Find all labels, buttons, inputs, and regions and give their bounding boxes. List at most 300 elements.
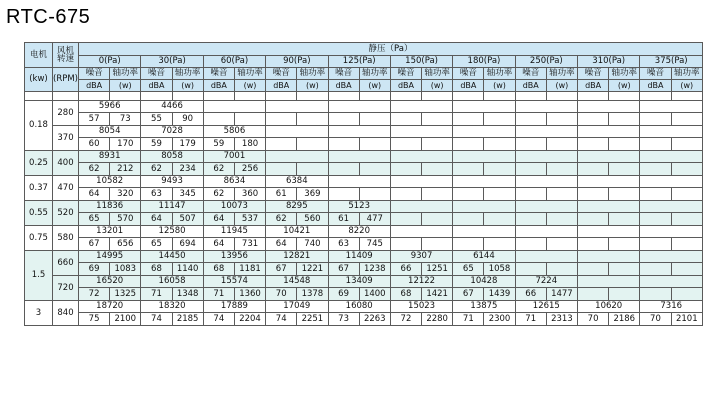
power-unit: (w)	[110, 80, 141, 92]
noise-cell	[640, 263, 671, 276]
airflow-cell	[578, 251, 640, 263]
noise-cell	[578, 138, 609, 151]
power-cell: 1348	[172, 288, 203, 301]
noise-cell: 55	[141, 113, 172, 126]
airflow-cell: 8058	[141, 151, 203, 163]
pressure-col-header: 250(Pa)	[515, 56, 577, 68]
noise-sub-header: 噪音	[141, 68, 172, 80]
noise-sub-header: 噪音	[515, 68, 546, 80]
noise-unit: dBA	[141, 80, 172, 92]
airflow-cell	[453, 151, 515, 163]
airflow-cell: 13875	[453, 301, 515, 313]
noise-cell: 59	[141, 138, 172, 151]
airflow-cell	[515, 226, 577, 238]
airflow-cell	[515, 101, 577, 113]
power-cell	[359, 138, 390, 151]
airflow-cell: 13409	[328, 276, 390, 288]
power-sub-header: 轴功率	[110, 68, 141, 80]
airflow-cell: 15574	[203, 276, 265, 288]
airflow-cell	[515, 201, 577, 213]
spacer-cell	[546, 92, 577, 101]
noise-cell	[578, 263, 609, 276]
noise-cell	[453, 188, 484, 201]
airflow-cell	[640, 201, 703, 213]
pressure-col-header: 125(Pa)	[328, 56, 390, 68]
power-sub-header: 轴功率	[422, 68, 453, 80]
power-cell	[609, 138, 640, 151]
fan-rpm: 580	[53, 226, 79, 251]
airflow-cell	[515, 251, 577, 263]
airflow-cell: 6384	[266, 176, 328, 188]
noise-cell: 70	[578, 313, 609, 326]
airflow-cell: 9493	[141, 176, 203, 188]
noise-cell	[640, 213, 671, 226]
noise-cell: 69	[79, 263, 110, 276]
power-cell: 2263	[359, 313, 390, 326]
airflow-cell: 13956	[203, 251, 265, 263]
power-cell: 345	[172, 188, 203, 201]
airflow-cell: 12821	[266, 251, 328, 263]
power-cell	[422, 163, 453, 176]
airflow-cell	[578, 101, 640, 113]
airflow-cell: 13201	[79, 226, 141, 238]
power-cell	[671, 238, 702, 251]
airflow-cell	[578, 226, 640, 238]
airflow-cell	[328, 101, 390, 113]
static-pressure-header: 静压（Pa）	[79, 43, 703, 56]
power-cell	[671, 138, 702, 151]
power-cell	[609, 263, 640, 276]
power-cell: 180	[234, 138, 265, 151]
power-unit: (w)	[484, 80, 515, 92]
noise-cell: 69	[328, 288, 359, 301]
noise-cell: 62	[203, 163, 234, 176]
pressure-col-header: 60(Pa)	[203, 56, 265, 68]
noise-sub-header: 噪音	[453, 68, 484, 80]
pressure-col-header: 150(Pa)	[390, 56, 452, 68]
power-cell: 731	[234, 238, 265, 251]
power-cell: 2204	[234, 313, 265, 326]
motor-kw: 0.18	[25, 101, 53, 151]
noise-cell	[578, 188, 609, 201]
spacer-cell	[671, 92, 702, 101]
spacer-cell	[328, 92, 359, 101]
noise-cell	[266, 138, 297, 151]
noise-cell	[203, 113, 234, 126]
noise-cell: 74	[203, 313, 234, 326]
pressure-col-header: 0(Pa)	[79, 56, 141, 68]
noise-unit: dBA	[453, 80, 484, 92]
noise-cell	[453, 238, 484, 251]
power-cell: 2313	[546, 313, 577, 326]
airflow-cell	[640, 151, 703, 163]
power-unit: (w)	[172, 80, 203, 92]
noise-cell: 60	[79, 138, 110, 151]
noise-cell	[578, 288, 609, 301]
page-title: RTC-675	[6, 6, 91, 28]
airflow-cell: 8931	[79, 151, 141, 163]
power-cell	[671, 288, 702, 301]
noise-cell	[640, 238, 671, 251]
power-cell: 560	[297, 213, 328, 226]
power-cell: 2300	[484, 313, 515, 326]
spacer-cell	[515, 92, 546, 101]
airflow-cell	[266, 126, 328, 138]
airflow-cell	[390, 126, 452, 138]
noise-cell	[266, 113, 297, 126]
motor-kw: 0.55	[25, 201, 53, 226]
airflow-cell: 10428	[453, 276, 515, 288]
noise-cell: 62	[79, 163, 110, 176]
power-cell: 256	[234, 163, 265, 176]
airflow-cell	[515, 126, 577, 138]
spacer-cell	[390, 92, 421, 101]
motor-kw: 1.5	[25, 251, 53, 301]
noise-cell: 65	[453, 263, 484, 276]
airflow-cell	[640, 251, 703, 263]
noise-cell: 64	[141, 213, 172, 226]
noise-cell: 70	[640, 313, 671, 326]
airflow-cell: 8054	[79, 126, 141, 138]
noise-cell: 67	[266, 263, 297, 276]
noise-unit: dBA	[79, 80, 110, 92]
power-cell	[297, 163, 328, 176]
power-cell: 90	[172, 113, 203, 126]
noise-unit: dBA	[328, 80, 359, 92]
noise-sub-header: 噪音	[578, 68, 609, 80]
noise-cell	[578, 163, 609, 176]
airflow-cell	[640, 126, 703, 138]
power-sub-header: 轴功率	[234, 68, 265, 80]
airflow-cell	[453, 176, 515, 188]
noise-cell: 62	[266, 213, 297, 226]
fan-rpm: 280	[53, 101, 79, 126]
airflow-cell: 16520	[79, 276, 141, 288]
noise-sub-header: 噪音	[79, 68, 110, 80]
power-cell	[484, 213, 515, 226]
airflow-cell: 5806	[203, 126, 265, 138]
power-cell	[359, 113, 390, 126]
power-cell	[546, 263, 577, 276]
spacer-cell	[53, 92, 79, 101]
power-sub-header: 轴功率	[297, 68, 328, 80]
noise-cell	[578, 113, 609, 126]
airflow-cell	[390, 101, 452, 113]
noise-cell: 74	[266, 313, 297, 326]
spacer-cell	[640, 92, 671, 101]
power-cell	[234, 113, 265, 126]
power-cell: 1238	[359, 263, 390, 276]
airflow-cell	[328, 176, 390, 188]
spacer-cell	[141, 92, 172, 101]
airflow-cell: 5966	[79, 101, 141, 113]
power-cell: 537	[234, 213, 265, 226]
power-cell: 2280	[422, 313, 453, 326]
airflow-cell: 18720	[79, 301, 141, 313]
noise-cell: 62	[141, 163, 172, 176]
airflow-cell: 8220	[328, 226, 390, 238]
power-cell	[671, 163, 702, 176]
fan-rpm: 720	[53, 276, 79, 301]
power-cell: 1181	[234, 263, 265, 276]
power-cell	[671, 263, 702, 276]
power-cell: 1083	[110, 263, 141, 276]
noise-unit: dBA	[640, 80, 671, 92]
airflow-cell	[453, 226, 515, 238]
power-sub-header: 轴功率	[359, 68, 390, 80]
airflow-cell: 14548	[266, 276, 328, 288]
noise-cell: 71	[453, 313, 484, 326]
power-cell	[609, 188, 640, 201]
power-unit: (w)	[359, 80, 390, 92]
power-cell	[359, 188, 390, 201]
power-cell: 234	[172, 163, 203, 176]
noise-cell	[515, 213, 546, 226]
power-cell: 1421	[422, 288, 453, 301]
noise-cell	[453, 113, 484, 126]
noise-cell: 67	[79, 238, 110, 251]
power-unit: (w)	[297, 80, 328, 92]
power-cell	[484, 138, 515, 151]
power-cell	[609, 238, 640, 251]
noise-cell	[640, 113, 671, 126]
noise-cell: 59	[203, 138, 234, 151]
noise-cell	[578, 213, 609, 226]
airflow-cell	[453, 126, 515, 138]
power-cell: 2186	[609, 313, 640, 326]
airflow-cell: 11945	[203, 226, 265, 238]
power-cell	[609, 163, 640, 176]
airflow-cell: 5123	[328, 201, 390, 213]
noise-cell	[515, 163, 546, 176]
spacer-cell	[609, 92, 640, 101]
spacer-cell	[203, 92, 234, 101]
noise-unit: dBA	[578, 80, 609, 92]
noise-unit: dBA	[203, 80, 234, 92]
noise-cell: 68	[390, 288, 421, 301]
airflow-cell	[453, 201, 515, 213]
noise-cell: 70	[266, 288, 297, 301]
noise-unit: dBA	[266, 80, 297, 92]
noise-cell	[515, 263, 546, 276]
spacer-cell	[25, 92, 53, 101]
airflow-cell: 12615	[515, 301, 577, 313]
power-cell: 2100	[110, 313, 141, 326]
airflow-cell	[640, 276, 703, 288]
power-cell: 1439	[484, 288, 515, 301]
power-cell	[671, 188, 702, 201]
power-cell: 1140	[172, 263, 203, 276]
noise-cell: 68	[141, 263, 172, 276]
noise-cell: 67	[328, 263, 359, 276]
spacer-cell	[172, 92, 203, 101]
airflow-cell: 11409	[328, 251, 390, 263]
power-cell	[484, 238, 515, 251]
airflow-cell	[578, 151, 640, 163]
noise-cell: 57	[79, 113, 110, 126]
power-cell	[546, 163, 577, 176]
airflow-cell	[390, 151, 452, 163]
noise-cell	[266, 163, 297, 176]
airflow-cell	[203, 101, 265, 113]
noise-cell: 63	[141, 188, 172, 201]
noise-cell	[390, 238, 421, 251]
airflow-cell: 15023	[390, 301, 452, 313]
power-cell: 740	[297, 238, 328, 251]
power-unit: (w)	[234, 80, 265, 92]
noise-cell	[390, 213, 421, 226]
spacer-cell	[453, 92, 484, 101]
power-cell: 656	[110, 238, 141, 251]
noise-cell	[640, 188, 671, 201]
airflow-cell: 10582	[79, 176, 141, 188]
noise-cell: 72	[390, 313, 421, 326]
fan-rpm: 370	[53, 126, 79, 151]
noise-cell	[640, 138, 671, 151]
power-cell	[546, 238, 577, 251]
power-cell: 1378	[297, 288, 328, 301]
power-cell: 745	[359, 238, 390, 251]
noise-cell: 71	[515, 313, 546, 326]
noise-cell	[390, 138, 421, 151]
noise-sub-header: 噪音	[390, 68, 421, 80]
noise-cell: 75	[79, 313, 110, 326]
power-cell: 1325	[110, 288, 141, 301]
power-unit: (w)	[671, 80, 702, 92]
power-cell: 477	[359, 213, 390, 226]
noise-cell: 61	[266, 188, 297, 201]
pressure-col-header: 90(Pa)	[266, 56, 328, 68]
power-sub-header: 轴功率	[546, 68, 577, 80]
noise-cell: 65	[79, 213, 110, 226]
power-unit: (w)	[546, 80, 577, 92]
airflow-cell: 10073	[203, 201, 265, 213]
fan-rpm: 520	[53, 201, 79, 226]
noise-sub-header: 噪音	[266, 68, 297, 80]
spacer-cell	[359, 92, 390, 101]
noise-cell	[515, 188, 546, 201]
airflow-cell: 16058	[141, 276, 203, 288]
fan-speed-header: 风机 转速	[53, 43, 79, 68]
power-cell: 170	[110, 138, 141, 151]
fan-rpm: 400	[53, 151, 79, 176]
noise-cell: 66	[390, 263, 421, 276]
power-cell	[422, 138, 453, 151]
airflow-cell	[266, 101, 328, 113]
airflow-cell: 16080	[328, 301, 390, 313]
noise-cell	[578, 238, 609, 251]
airflow-cell: 10620	[578, 301, 640, 313]
airflow-cell: 18320	[141, 301, 203, 313]
noise-cell: 64	[266, 238, 297, 251]
fan-rpm: 660	[53, 251, 79, 276]
power-cell: 2185	[172, 313, 203, 326]
power-cell: 360	[234, 188, 265, 201]
airflow-cell: 14450	[141, 251, 203, 263]
power-sub-header: 轴功率	[172, 68, 203, 80]
noise-cell	[328, 188, 359, 201]
noise-cell: 65	[141, 238, 172, 251]
power-cell: 369	[297, 188, 328, 201]
airflow-cell	[578, 176, 640, 188]
noise-cell: 62	[203, 188, 234, 201]
power-cell	[484, 163, 515, 176]
motor-kw: 0.75	[25, 226, 53, 251]
noise-cell: 67	[453, 288, 484, 301]
power-sub-header: 轴功率	[609, 68, 640, 80]
airflow-cell	[390, 176, 452, 188]
airflow-cell: 7316	[640, 301, 703, 313]
airflow-cell: 17889	[203, 301, 265, 313]
noise-cell: 71	[203, 288, 234, 301]
noise-cell	[515, 238, 546, 251]
power-cell: 2251	[297, 313, 328, 326]
power-unit: (w)	[422, 80, 453, 92]
airflow-cell	[453, 101, 515, 113]
airflow-cell: 12122	[390, 276, 452, 288]
spacer-cell	[110, 92, 141, 101]
noise-cell	[453, 163, 484, 176]
airflow-cell: 17049	[266, 301, 328, 313]
power-cell: 1058	[484, 263, 515, 276]
motor-kw: 0.25	[25, 151, 53, 176]
noise-cell	[328, 138, 359, 151]
power-cell: 1221	[297, 263, 328, 276]
noise-cell: 66	[515, 288, 546, 301]
noise-cell	[453, 138, 484, 151]
spacer-cell	[79, 92, 110, 101]
airflow-cell: 10421	[266, 226, 328, 238]
power-cell: 694	[172, 238, 203, 251]
power-sub-header: 轴功率	[671, 68, 702, 80]
noise-unit: dBA	[515, 80, 546, 92]
spacer-cell	[266, 92, 297, 101]
power-cell: 570	[110, 213, 141, 226]
noise-cell	[515, 113, 546, 126]
pressure-col-header: 180(Pa)	[453, 56, 515, 68]
power-cell	[609, 288, 640, 301]
airflow-cell	[640, 226, 703, 238]
noise-cell: 74	[141, 313, 172, 326]
power-cell: 1251	[422, 263, 453, 276]
noise-cell: 64	[203, 213, 234, 226]
motor-kw: 3	[25, 301, 53, 326]
fan-rpm: 470	[53, 176, 79, 201]
power-cell	[422, 213, 453, 226]
power-cell	[671, 213, 702, 226]
power-cell: 1400	[359, 288, 390, 301]
power-cell	[297, 138, 328, 151]
power-cell	[671, 113, 702, 126]
noise-cell: 68	[203, 263, 234, 276]
airflow-cell: 12580	[141, 226, 203, 238]
power-cell: 1360	[234, 288, 265, 301]
power-sub-header: 轴功率	[484, 68, 515, 80]
motor-header: 电机	[25, 43, 53, 68]
motor-unit: (kw)	[25, 68, 53, 92]
noise-cell	[640, 163, 671, 176]
noise-cell: 63	[328, 238, 359, 251]
airflow-cell	[390, 226, 452, 238]
noise-cell: 64	[79, 188, 110, 201]
power-cell	[546, 213, 577, 226]
power-cell	[422, 238, 453, 251]
power-cell	[484, 113, 515, 126]
airflow-cell	[266, 151, 328, 163]
airflow-cell	[640, 101, 703, 113]
airflow-cell: 4466	[141, 101, 203, 113]
noise-cell	[390, 163, 421, 176]
